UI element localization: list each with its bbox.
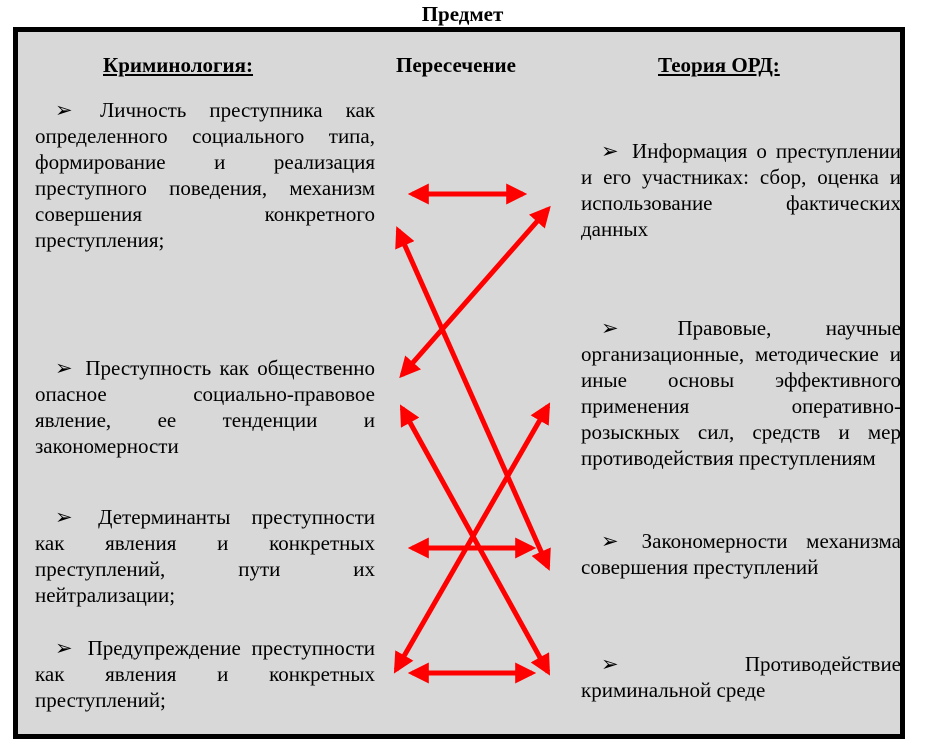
bullet-icon: ➢ [601,139,619,163]
bullet-icon: ➢ [55,356,73,380]
left-item-text: Предупреждение преступности как явления и конкретных преступлений; [35,636,375,712]
diagram-frame [13,27,905,739]
diagram-title: Предмет [421,2,504,26]
arrow-personality-regularities [398,230,548,567]
bullet-icon: ➢ [55,636,73,660]
bullet-icon: ➢ [55,98,73,122]
header-criminology: Криминология: [103,53,254,77]
right-item-text: Правовые, научные организационные, методические и иные основы эффективного применения оперативно-розыскных сил, средств и мер противодействия преступлениям [581,316,902,470]
header-intersection: Пересечение [396,53,516,77]
right-item-text: Информация о преступлении и его участниках: сбор, оценка и использование фактических данных [581,139,901,241]
bullet-icon: ➢ [601,529,619,553]
bullet-icon: ➢ [601,316,619,340]
right-item-text: Противодействие криминальной среде [581,652,901,702]
right-item-text: Закономерности механизма совершения преступлений [581,529,901,579]
arrows-layer [18,32,900,734]
left-item-text: Личность преступника как определенного социального типа, формирование и реализация преступного поведения, механизм совершения конкретного преступления; [35,98,376,252]
left-item-text: Детерминанты преступности как явления и конкретных преступлений, пути их нейтрализации; [35,505,376,607]
bullet-icon: ➢ [55,505,73,529]
left-item-text: Преступность как общественно опасное социально-правовое явление, ее тенденции и закономерности [35,356,376,458]
header-ord-theory: Теория ОРД: [658,53,780,77]
bullet-icon: ➢ [601,652,619,676]
